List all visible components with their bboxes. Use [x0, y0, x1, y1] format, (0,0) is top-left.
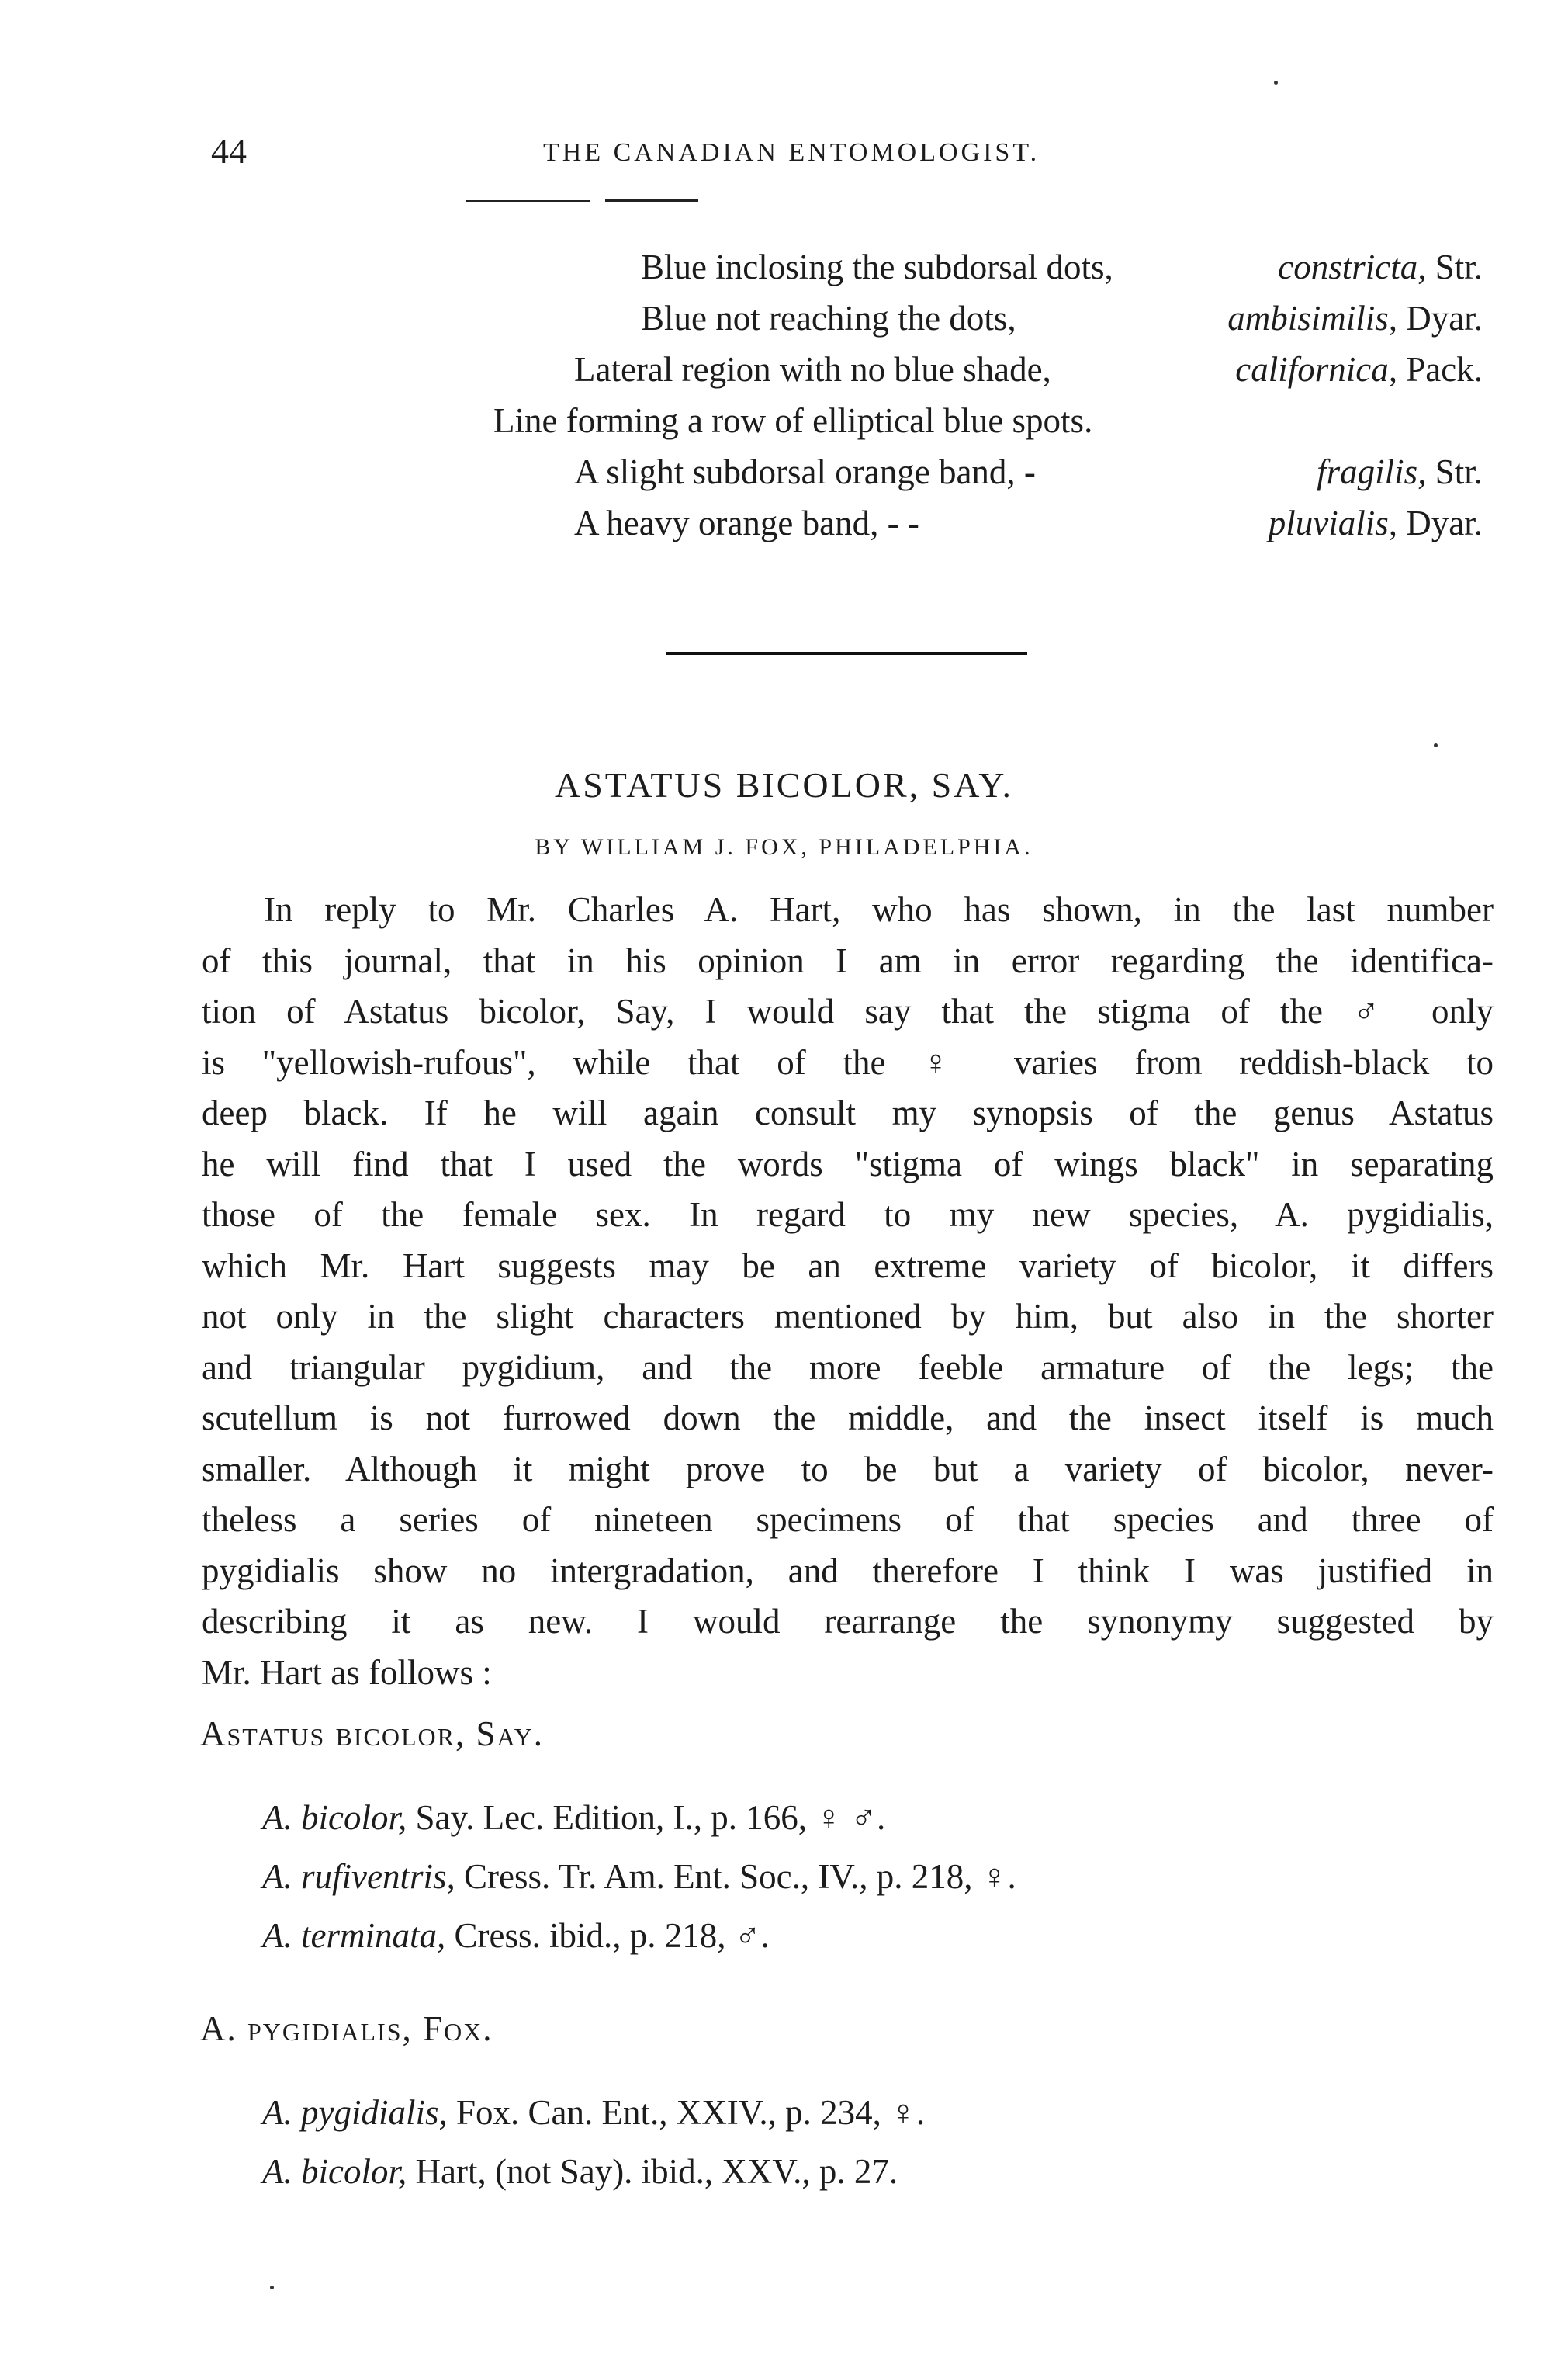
paragraph-line: tion of Astatus bicolor, Say, I would say that the stigma of the ♂ only	[202, 992, 1494, 1031]
header-rule	[466, 200, 590, 202]
synonymy-entry: A. bicolor, Hart, (not Say). ibid., XXV., p. 27.	[262, 2152, 898, 2191]
print-speck	[1274, 81, 1278, 85]
synonymy-entry: A. terminata, Cress. ibid., p. 218, ♂.	[262, 1916, 770, 1955]
paragraph-line: describing it as new. I would rearrange the synonymy suggested by	[202, 1602, 1494, 1641]
synonymy-entry: A. rufiventris, Cress. Tr. Am. Ent. Soc., IV., p. 218, ♀.	[262, 1857, 1016, 1896]
paragraph-line: which Mr. Hart suggests may be an extreme variety of bicolor, it differs	[202, 1246, 1494, 1285]
paragraph-line: is "yellowish-rufous", while that of the ♀ varies from reddish-black to	[202, 1042, 1494, 1082]
key-line: Blue not reaching the dots,	[641, 299, 1016, 338]
header-rule	[605, 199, 698, 202]
key-line: A heavy orange band, - -	[574, 504, 919, 542]
key-line-species: fragilis, Str.	[1317, 452, 1483, 491]
key-line: Lateral region with no blue shade,	[574, 350, 1051, 389]
synonymy-entry: A. pygidialis, Fox. Can. Ent., XXIV., p. 234, ♀.	[262, 2093, 926, 2132]
key-line: A slight subdorsal orange band, -	[574, 452, 1036, 491]
key-line-species: ambisimilis, Dyar.	[1227, 299, 1483, 338]
synonymy-heading: A. pygidialis, Fox.	[200, 2009, 493, 2048]
paragraph-line: Mr. Hart as follows :	[202, 1652, 492, 1692]
paragraph-line: and triangular pygidium, and the more feeble armature of the legs; the	[202, 1347, 1494, 1387]
article-title: ASTATUS BICOLOR, SAY.	[554, 765, 1013, 805]
paragraph-line: not only in the slight characters mentioned by him, but also in the shorter	[202, 1297, 1494, 1336]
running-title: THE CANADIAN ENTOMOLOGIST.	[543, 138, 1040, 167]
paragraph-line: deep black. If he will again consult my synopsis of the genus Astatus	[202, 1093, 1494, 1132]
key-line-species: californica, Pack.	[1235, 350, 1483, 389]
print-speck	[270, 2286, 274, 2289]
paragraph-line: those of the female sex. In regard to my new species, A. pygidialis,	[202, 1195, 1494, 1234]
key-line-species: constricta, Str.	[1278, 248, 1483, 286]
paragraph-line: smaller. Although it might prove to be but a variety of bicolor, never-	[202, 1449, 1494, 1488]
section-divider	[666, 652, 1027, 655]
synonymy-heading: Astatus bicolor, Say.	[200, 1714, 545, 1753]
paragraph-line: pygidialis show no intergradation, and therefore I think I was justified in	[202, 1551, 1494, 1590]
paragraph-line: of this journal, that in his opinion I am in error regarding the identifica-	[202, 941, 1494, 980]
key-line-species: pluvialis, Dyar.	[1268, 504, 1483, 542]
print-speck	[1434, 743, 1438, 747]
key-line: Blue inclosing the subdorsal dots,	[641, 248, 1113, 286]
paragraph-line: In reply to Mr. Charles A. Hart, who has shown, in the last number	[264, 890, 1494, 929]
article-byline: BY WILLIAM J. FOX, PHILADELPHIA.	[535, 834, 1033, 860]
paragraph-line: scutellum is not furrowed down the middle, and the insect itself is much	[202, 1398, 1494, 1437]
paragraph-line: he will find that I used the words "stigma of wings black" in separating	[202, 1144, 1494, 1184]
article-paragraph	[202, 885, 1494, 1698]
page-number: 44	[211, 131, 247, 171]
paragraph-line: theless a series of nineteen specimens of that species and three of	[202, 1500, 1494, 1539]
synonymy-entry: A. bicolor, Say. Lec. Edition, I., p. 166, ♀ ♂.	[262, 1798, 886, 1837]
key-line: Line forming a row of elliptical blue spots.	[493, 401, 1093, 440]
